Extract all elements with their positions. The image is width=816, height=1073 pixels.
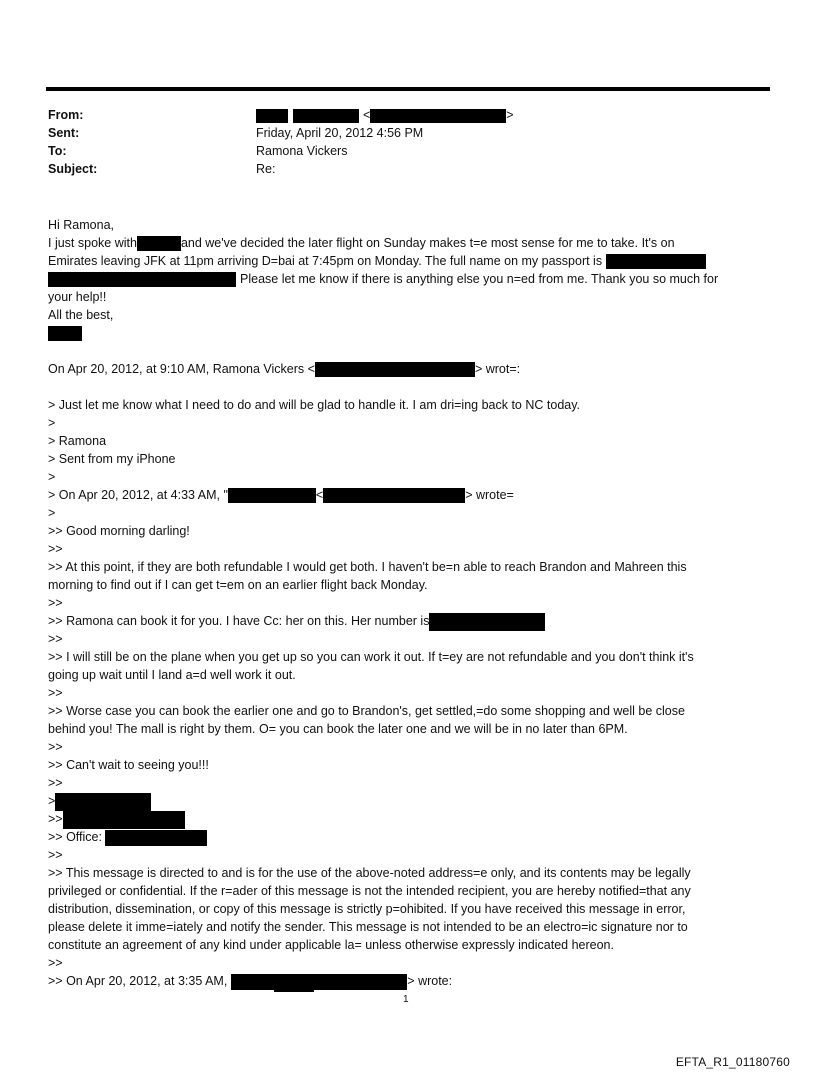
body-text: >> On Apr 20, 2012, at 3:35 AM, xyxy=(48,974,228,988)
body-line: > Sent from my iPhone xyxy=(48,452,176,466)
body-line: >> I will still be on the plane when you get up so you can work it out. If t=ey are not refundable and you don't think it's xyxy=(48,650,694,664)
redaction xyxy=(63,811,185,829)
body-line: >> xyxy=(48,686,63,700)
body-line: >> This message is directed to and is for the use of the above-noted address=e only, and its contents may be legally xyxy=(48,866,691,880)
body-line: >> Good morning darling! xyxy=(48,524,190,538)
quote-header xyxy=(48,360,760,378)
redaction xyxy=(55,793,151,811)
body-line: >> xyxy=(48,542,63,556)
email-body xyxy=(48,216,760,990)
body-line: >> xyxy=(48,956,63,970)
body-text: >> Office: xyxy=(48,830,102,844)
redaction xyxy=(137,236,181,251)
body-text: On Apr 20, 2012, at 9:10 AM, Ramona Vickers < xyxy=(48,362,315,376)
from-lt: < xyxy=(362,108,371,122)
body-line: your help!! xyxy=(48,290,107,304)
body-line: morning to find out if I can get t=em on an earlier flight back Monday. xyxy=(48,578,428,592)
body-line: >> xyxy=(48,740,63,754)
redaction xyxy=(293,109,359,123)
redaction xyxy=(606,254,706,269)
redaction xyxy=(274,983,314,992)
body-text: > wrote= xyxy=(465,488,514,502)
redaction xyxy=(370,109,506,123)
quote-header xyxy=(48,972,760,990)
sent-label: Sent: xyxy=(48,126,80,140)
body-text: I just spoke with xyxy=(48,236,137,250)
body-line: >> xyxy=(48,848,63,862)
body-line xyxy=(48,234,760,252)
from-label: From: xyxy=(48,108,84,122)
body-text: > xyxy=(48,794,56,808)
quote-header xyxy=(48,486,760,504)
subject-value: Re: xyxy=(256,162,276,176)
body-text: > On Apr 20, 2012, at 4:33 AM, " xyxy=(48,488,228,502)
document-id: EFTA_R1_01180760 xyxy=(675,1055,790,1069)
body-line: > Just let me know what I need to do and will be glad to handle it. I am dri=ing back to NC today. xyxy=(48,398,581,412)
body-line xyxy=(48,612,760,630)
redaction xyxy=(231,974,407,990)
body-line: > xyxy=(48,416,56,430)
body-line xyxy=(48,252,760,270)
redaction xyxy=(48,326,82,341)
greeting: Hi Ramona, xyxy=(48,218,114,232)
to-value: Ramona Vickers xyxy=(256,144,348,158)
body-line: >> xyxy=(48,596,63,610)
body-line: >> At this point, if they are both refundable I would get both. I haven't be=n able to reach Brandon and Mahreen this xyxy=(48,560,687,574)
body-text: Please let me know if there is anything else you n=ed from me. Thank you so much for xyxy=(240,272,719,286)
body-line: constitute an agreement of any kind under applicable la= unless otherwise expressly indicated hereon. xyxy=(48,938,614,952)
body-line: >> Can't wait to seeing you!!! xyxy=(48,758,209,772)
body-line: > xyxy=(48,506,56,520)
body-line: privileged or confidential. If the r=ader of this message is not the intended recipient, you are hereby notified=that any xyxy=(48,884,691,898)
redaction xyxy=(429,613,545,631)
body-line: >> xyxy=(48,776,63,790)
from-gt: > xyxy=(506,108,514,122)
redaction xyxy=(228,488,316,503)
body-text: Emirates leaving JFK at 11pm arriving D=bai at 7:45pm on Monday. The full name on my passport is xyxy=(48,254,603,268)
body-line: >> xyxy=(48,632,63,646)
redaction xyxy=(323,488,465,503)
header-rule xyxy=(46,87,770,91)
body-text: < xyxy=(315,488,324,502)
signature xyxy=(48,324,760,342)
sign-off: All the best, xyxy=(48,308,114,322)
body-line: going up wait until I land a=d well work it out. xyxy=(48,668,296,682)
body-text: >> xyxy=(48,812,63,826)
body-line xyxy=(48,792,760,810)
body-line: >> Worse case you can book the earlier one and go to Brandon's, get settled,=do some shopping and well be close xyxy=(48,704,685,718)
body-text: >> Ramona can book it for you. I have Cc: her on this. Her number is xyxy=(48,614,430,628)
from-value xyxy=(256,106,514,124)
subject-label: Subject: xyxy=(48,162,98,176)
body-line xyxy=(48,810,760,828)
body-line: > xyxy=(48,470,56,484)
body-line: please delete it imme=iately and notify the sender. This message is not intended to be an electro=ic signature nor to xyxy=(48,920,688,934)
body-text: > wrot=: xyxy=(474,362,521,376)
redaction xyxy=(315,362,475,377)
body-line: > Ramona xyxy=(48,434,107,448)
redaction xyxy=(48,272,236,287)
page-number: 1 xyxy=(403,994,409,1005)
to-label: To: xyxy=(48,144,67,158)
body-line xyxy=(48,270,760,288)
body-text: and we've decided the later flight on Sunday makes t=e most sense for me to take. It's on xyxy=(180,236,675,250)
body-line xyxy=(48,828,760,846)
body-text: > wrote: xyxy=(407,974,453,988)
body-line: distribution, dissemination, or copy of this message is strictly p=ohibited. If you have received this message in error, xyxy=(48,902,686,916)
redaction xyxy=(256,109,288,123)
redaction xyxy=(105,830,207,846)
sent-value: Friday, April 20, 2012 4:56 PM xyxy=(256,126,424,140)
body-line: behind you! The mall is right by them. O= you can book the later one and we will be in no later than 6PM. xyxy=(48,722,628,736)
